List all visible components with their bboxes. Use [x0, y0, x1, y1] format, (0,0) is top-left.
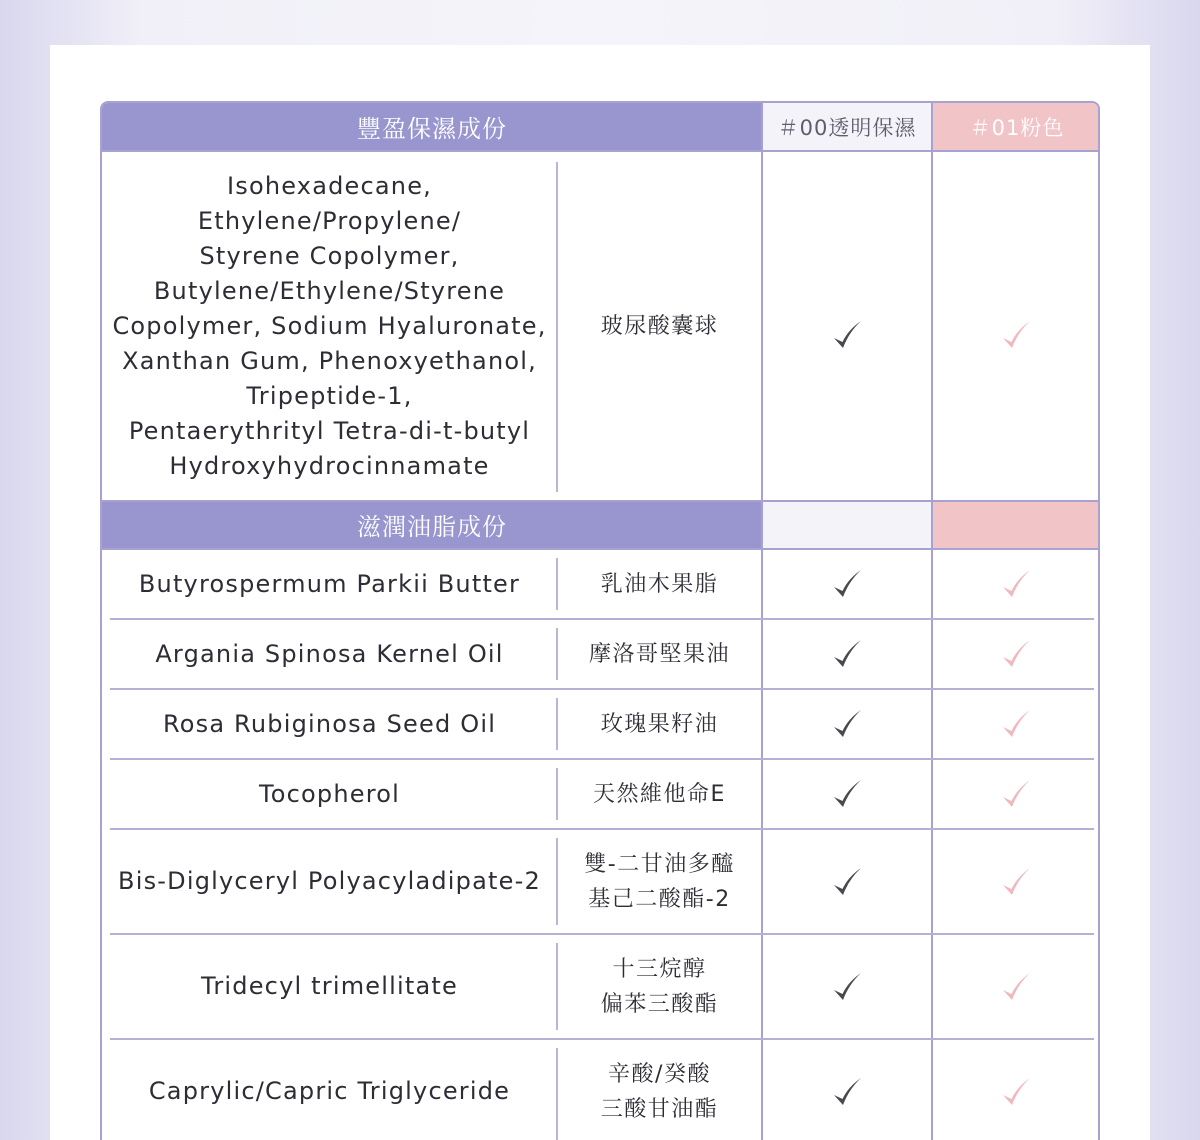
en-zh-divider	[556, 558, 558, 610]
ingredient-zh: 雙-二甘油多醯 基己二酸酯-2	[584, 851, 735, 912]
en-zh-divider	[556, 1048, 558, 1140]
en-zh-divider	[556, 768, 558, 820]
ingredient-en: Caprylic/Capric Triglyceride	[148, 1077, 511, 1105]
en-zh-divider	[556, 162, 558, 492]
check-icon	[999, 707, 1033, 743]
shade-pink-header: ＃01粉色	[932, 103, 1100, 150]
oil-header-top-rule	[102, 500, 1100, 502]
oil-section-header: 滋潤油脂成份	[102, 501, 762, 548]
check-icon	[830, 707, 864, 743]
check-icon	[830, 1075, 864, 1111]
check-icon	[830, 567, 864, 603]
check-icon	[999, 1075, 1033, 1111]
ingredient-zh: 玻尿酸囊球	[600, 314, 719, 339]
oil-section-clear-cell	[762, 501, 932, 548]
en-zh-divider	[556, 943, 558, 1030]
check-icon	[830, 970, 864, 1006]
ingredient-en: Argania Spinosa Kernel Oil	[155, 639, 504, 668]
check-icon	[830, 777, 864, 813]
check-icon	[999, 865, 1033, 901]
ingredient-zh: 乳油木果脂	[600, 571, 719, 597]
ingredient-zh: 辛酸/癸酸 三酸甘油酯	[600, 1061, 719, 1122]
ingredient-zh: 天然維他命E	[593, 781, 726, 807]
ingredient-en: Tocopherol	[258, 779, 401, 808]
oil-section-pink-cell	[932, 501, 1100, 548]
ingredient-en: Rosa Rubiginosa Seed Oil	[162, 709, 497, 738]
ingredient-table	[100, 101, 1100, 1140]
check-icon	[999, 567, 1033, 603]
en-zh-divider	[556, 628, 558, 680]
ingredient-en: Tridecyl trimellitate	[201, 972, 458, 1000]
ingredient-en: Isohexadecane, Ethylene/Propylene/ Styrene Copolymer, Butylene/Ethylene/Styrene Copolymer, Sodium Hyaluronate, Xanthan Gum, Phenoxyethanol, Tripeptide-1, Pentaerythrityl Tetra-di-t-butyl Hydroxyhydrocinnamate	[112, 172, 547, 480]
en-zh-divider	[556, 698, 558, 750]
check-icon	[830, 318, 864, 354]
column-divider-pink	[931, 103, 933, 1140]
ingredient-zh: 玫瑰果籽油	[600, 711, 719, 737]
check-icon	[999, 318, 1033, 354]
ingredient-en: Butyrospermum Parkii Butter	[138, 569, 521, 598]
ingredient-zh: 十三烷醇 偏苯三酸酯	[600, 956, 719, 1017]
ingredient-zh: 摩洛哥堅果油	[588, 641, 730, 667]
ingredient-en: Bis-Diglyceryl Polyacyladipate-2	[118, 867, 541, 895]
check-icon	[999, 637, 1033, 673]
check-icon	[830, 637, 864, 673]
en-zh-divider	[556, 838, 558, 925]
check-icon	[999, 777, 1033, 813]
check-icon	[830, 865, 864, 901]
moist-section-header: 豐盈保濕成份	[102, 103, 762, 150]
shade-clear-header: ＃00透明保濕	[762, 103, 932, 150]
check-icon	[999, 970, 1033, 1006]
